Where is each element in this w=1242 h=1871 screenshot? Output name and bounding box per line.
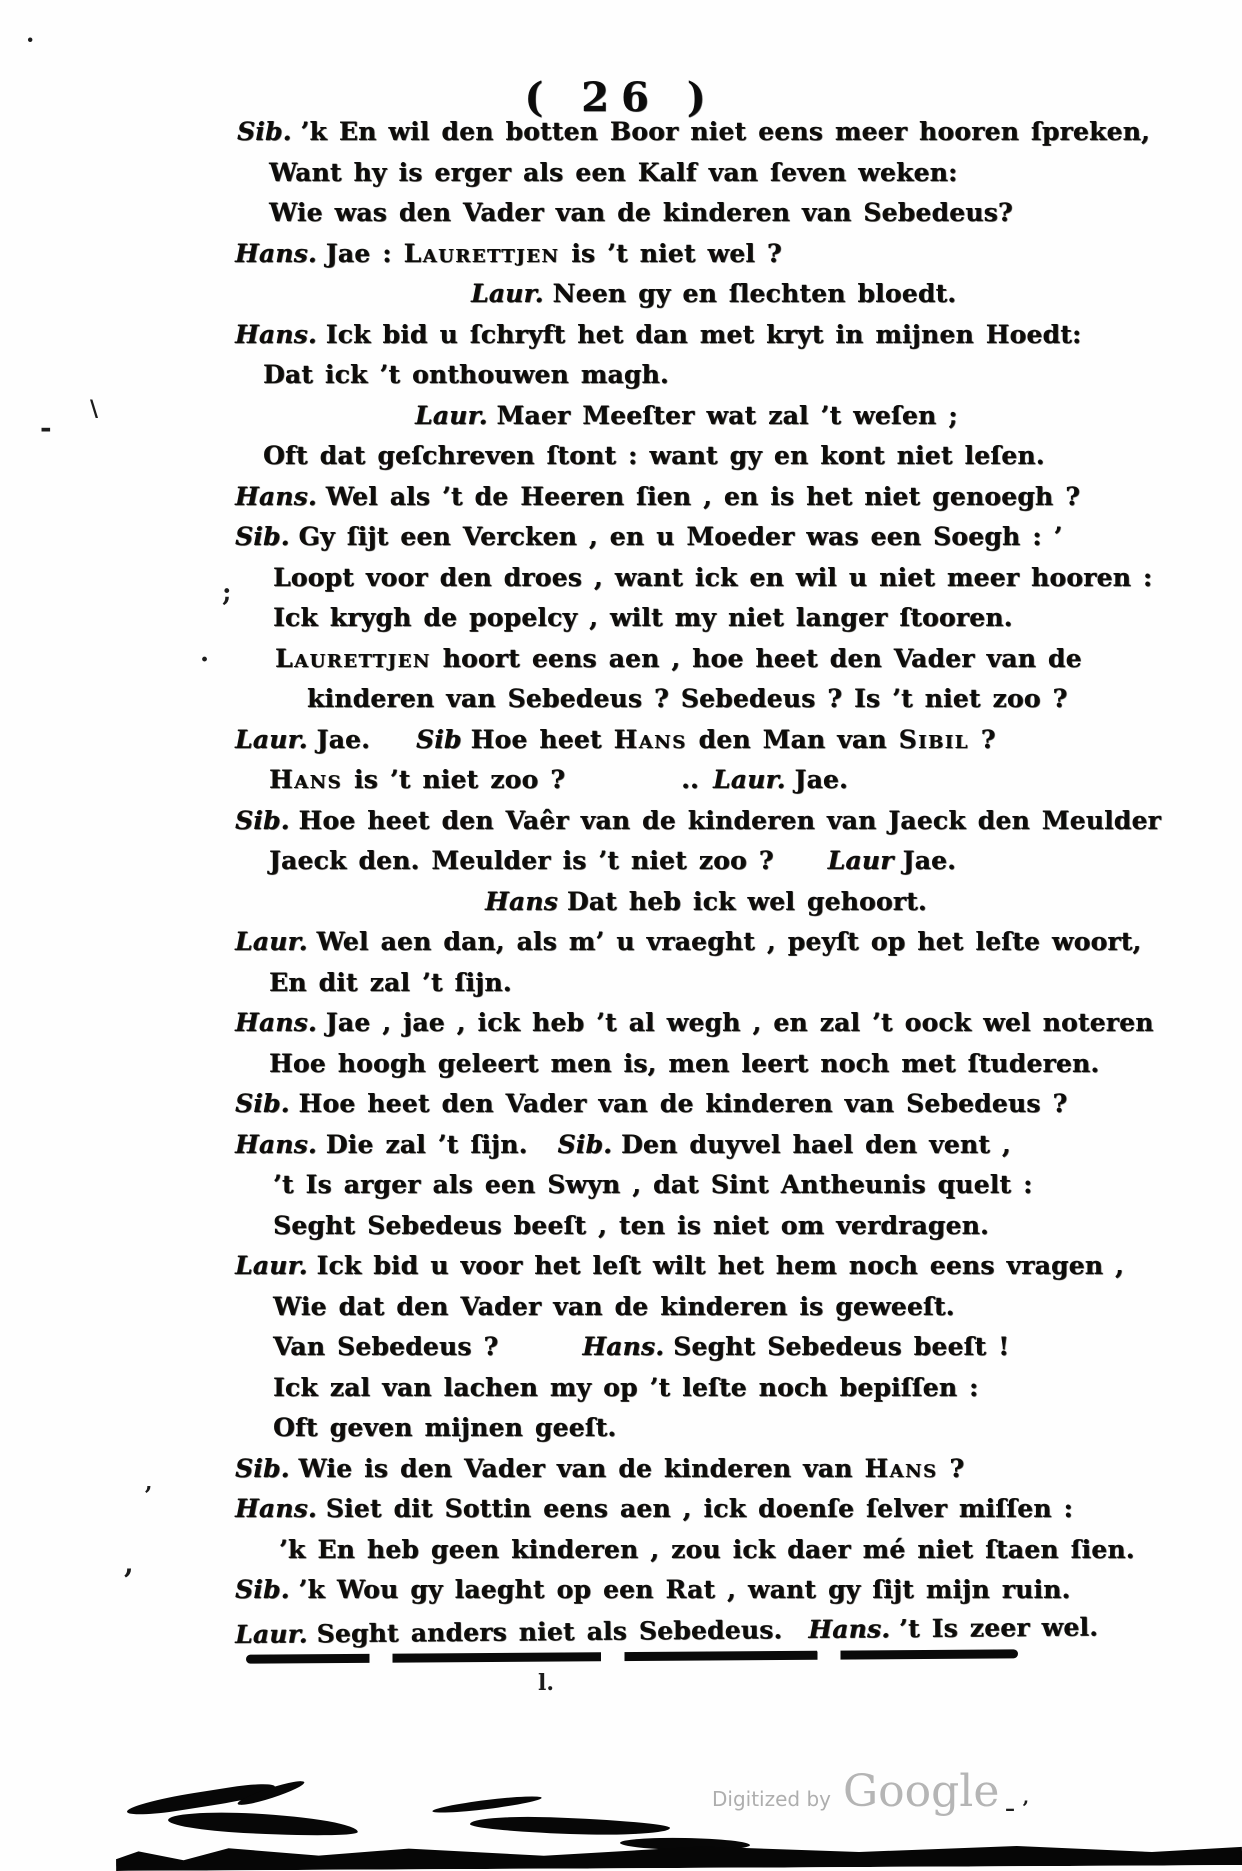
speaker-tag: Sib. — [235, 522, 290, 551]
line-text: Wel als ’t de Heeren ſien , en is het niet genoegh ? — [326, 482, 1080, 511]
smallcaps-name: Hans — [269, 765, 342, 794]
page-number: ( 26 ) — [0, 74, 1242, 121]
smallcaps-name: Hans — [864, 1454, 937, 1483]
text-line — [235, 1570, 1161, 1611]
line-text: Gy ſijt een Vercken , en u Moeder was een Soegh : ’ — [299, 522, 1063, 551]
text-line — [235, 720, 1161, 761]
line-text: Ick zal van lachen my op ’t leſte noch bepiſſen : — [273, 1373, 978, 1402]
line-text: Hoe heet den Vader van de kinderen van Sebedeus ? — [299, 1089, 1068, 1118]
ink-speck: , — [124, 1550, 134, 1578]
text-line — [235, 963, 1161, 1004]
text-line — [235, 598, 1161, 639]
text-line — [235, 1125, 1161, 1166]
text-line — [235, 315, 1161, 356]
text-line — [235, 1408, 1161, 1449]
text-line — [235, 234, 1161, 275]
speaker-tag: Sib. — [235, 806, 290, 835]
smallcaps-name: Sibil — [899, 725, 969, 754]
line-text: Oft geven mijnen geeſt. — [273, 1413, 616, 1442]
ink-speck: l. — [538, 1672, 554, 1694]
text-line — [235, 1246, 1161, 1287]
line-text: den Man van — [687, 725, 899, 754]
text-line — [235, 153, 1161, 194]
line-text: Dat ick ’t onthouwen magh. — [263, 360, 669, 389]
text-line — [235, 639, 1161, 680]
speaker-tag: Laur. — [235, 927, 308, 956]
ink-smudge — [470, 1815, 670, 1838]
text-line — [235, 112, 1161, 153]
speaker-tag: Sib — [416, 725, 462, 754]
line-text: hoort eens aen , hoe heet den Vader van de — [431, 644, 1082, 673]
line-text: Neen gy en ſlechten bloedt. — [553, 279, 957, 308]
text-line — [235, 274, 1161, 315]
speaker-tag: Hans. — [235, 320, 317, 349]
speaker-tag: Laur — [828, 846, 894, 875]
text-line — [235, 1044, 1161, 1085]
speaker-tag: Sib. — [235, 1454, 290, 1483]
speaker-tag: Sib. — [235, 1089, 290, 1118]
speaker-tag: Laur. — [235, 1251, 308, 1280]
speaker-tag: Hans. — [582, 1332, 664, 1361]
smallcaps-name: Laurettjen — [404, 239, 560, 268]
text-block — [235, 112, 1161, 1651]
text-line — [235, 1327, 1161, 1368]
line-text: ’k Wou gy laeght op een Rat , want gy ſijt mijn ruin. — [299, 1575, 1071, 1604]
text-line — [235, 1530, 1161, 1571]
text-line — [235, 1003, 1161, 1044]
text-line — [235, 1489, 1161, 1530]
line-text: .. — [681, 765, 699, 794]
text-line — [235, 1165, 1161, 1206]
line-text: ’k En wil den botten Boor niet eens meer hooren ſpreken, — [301, 117, 1150, 146]
line-text: Oft dat geſchreven ſtont : want gy en kont niet leſen. — [263, 441, 1045, 470]
speaker-tag: Hans. — [235, 1130, 317, 1159]
text-line — [235, 517, 1161, 558]
line-text: ? — [969, 725, 996, 754]
text-line — [235, 1287, 1161, 1328]
line-text: ? — [937, 1454, 964, 1483]
line-text: Hoe hoogh geleert men is, men leert noch met ſtuderen. — [269, 1049, 1099, 1078]
text-line — [235, 1606, 1161, 1655]
line-text: Wel aen dan, als m’ u vraeght , peyſt op het leſte woort, — [317, 927, 1142, 956]
ink-speck: ’ — [144, 1484, 152, 1508]
ink-speck: – ’ — [1005, 1798, 1029, 1818]
line-text: Wie dat den Vader van de kinderen is geweeſt. — [273, 1292, 955, 1321]
line-text: Ick krygh de popelcy , wilt my niet langer ſtooren. — [273, 603, 1013, 632]
text-line — [235, 396, 1161, 437]
line-text: Dat heb ick wel gehoort. — [567, 887, 927, 916]
line-text: Loopt voor den droes , want ick en wil u niet meer hooren : — [273, 563, 1152, 592]
line-text: Jae. — [794, 765, 847, 794]
line-text: Ick bid u ſchryft het dan met kryt in mijnen Hoedt: — [326, 320, 1082, 349]
line-text: ’k En heb geen kinderen , zou ick daer mé niet ſtaen ſien. — [279, 1535, 1135, 1564]
text-line — [235, 922, 1161, 963]
line-text: Want hy is erger als een Kalf van ſeven weken: — [269, 158, 957, 187]
ink-smudge — [432, 1793, 542, 1815]
smallcaps-name: Hans — [614, 725, 687, 754]
text-line — [235, 1084, 1161, 1125]
line-text: ’t Is arger als een Swyn , dat Sint Antheunis quelt : — [273, 1170, 1033, 1199]
text-line — [235, 841, 1161, 882]
watermark — [712, 1766, 999, 1817]
line-text: Seght anders niet als Sebedeus. — [316, 1615, 782, 1648]
line-text: ’t Is zeer wel. — [899, 1612, 1098, 1643]
line-text: Jae , jae , ick heb ’t al wegh , en zal ’t oock wel noteren — [326, 1008, 1154, 1037]
ink-speck: ; — [222, 580, 232, 606]
speaker-tag: Sib. — [235, 1575, 290, 1604]
line-text: Seght Sebedeus beeſt ! — [673, 1332, 1009, 1361]
text-line — [235, 193, 1161, 234]
speaker-tag: Hans — [485, 887, 558, 916]
ink-speck: \ — [90, 398, 98, 420]
speaker-tag: Sib. — [237, 117, 292, 146]
line-text: Hoe heet den Vaêr van de kinderen van Jaeck den Meulder — [299, 806, 1161, 835]
speaker-tag: Sib. — [558, 1130, 613, 1159]
line-text: Jae. — [317, 725, 370, 754]
line-text: Hoe heet — [471, 725, 614, 754]
line-text: Jae : — [326, 239, 404, 268]
speaker-tag: Laur. — [235, 725, 308, 754]
speaker-tag: Hans. — [235, 239, 317, 268]
line-text: Jaeck den. Meulder is ’t niet zoo ? — [269, 846, 774, 875]
text-line — [235, 436, 1161, 477]
ink-smudge — [168, 1809, 359, 1839]
speaker-tag: Laur. — [471, 279, 544, 308]
line-text: Van Sebedeus ? — [273, 1332, 498, 1361]
line-text: Jae. — [903, 846, 956, 875]
ink-speck: · — [26, 28, 34, 52]
line-text: Die zal ’t ſijn. — [326, 1130, 528, 1159]
line-text: kinderen van Sebedeus ? Sebedeus ? Is ’t niet zoo ? — [307, 684, 1067, 713]
text-line — [235, 1368, 1161, 1409]
text-line — [235, 801, 1161, 842]
text-line — [235, 1449, 1161, 1490]
text-line — [235, 558, 1161, 599]
ink-speck: - — [40, 414, 52, 442]
line-text: is ’t niet wel ? — [559, 239, 781, 268]
line-text: Seght Sebedeus beeſt , ten is niet om verdragen. — [273, 1211, 989, 1240]
speaker-tag: Hans. — [235, 482, 317, 511]
text-line — [235, 1206, 1161, 1247]
speaker-tag: Laur. — [713, 765, 786, 794]
line-text: Den duyvel hael den vent , — [621, 1130, 1011, 1159]
text-line — [235, 355, 1161, 396]
line-text: Wie was den Vader van de kinderen van Sebedeus? — [269, 198, 1013, 227]
speaker-tag: Hans. — [808, 1614, 890, 1644]
line-text: Ick bid u voor het leſt wilt het hem noch eens vragen , — [317, 1251, 1124, 1280]
line-text: is ’t niet zoo ? — [342, 765, 565, 794]
line-text: Siet dit Sottin eens aen , ick doenſe ſelver miſſen : — [326, 1494, 1073, 1523]
digitized-by-label: Digitized by — [712, 1787, 831, 1811]
speaker-tag: Hans. — [235, 1494, 317, 1523]
text-line — [235, 477, 1161, 518]
text-line — [235, 679, 1161, 720]
speaker-tag: Laur. — [235, 1619, 308, 1649]
smallcaps-name: Laurettjen — [275, 644, 431, 673]
line-text: Maer Meeſter wat zal ’t weſen ; — [497, 401, 958, 430]
text-line — [235, 882, 1161, 923]
text-line — [235, 760, 1161, 801]
speaker-tag: Laur. — [415, 401, 488, 430]
speaker-tag: Hans. — [235, 1008, 317, 1037]
google-logo: Google — [843, 1766, 999, 1817]
ink-speck: . — [200, 640, 209, 666]
line-text: En dit zal ’t ſijn. — [269, 968, 512, 997]
line-text: Wie is den Vader van de kinderen van — [299, 1454, 865, 1483]
